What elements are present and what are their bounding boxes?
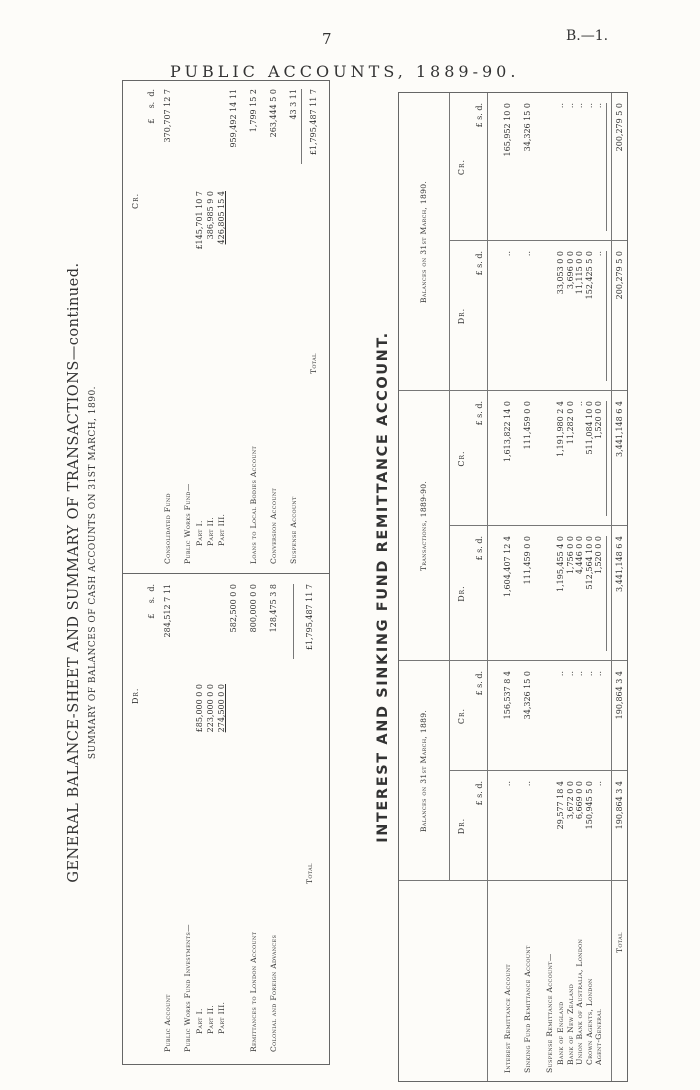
suspense-row-cell: 512,564 10 0 — [584, 536, 594, 590]
suspense-row-cell: .. — [594, 671, 603, 677]
units-label: £ s. d. — [475, 671, 484, 696]
interest-row-cell: 1,613,822 14 0 — [503, 401, 512, 463]
total-rule — [606, 401, 607, 516]
sinking-row-cell: 111,459 0 0 — [523, 401, 532, 450]
suspense-row-label: Bank of New Zealand — [565, 983, 575, 1065]
balance-sheet-panel — [66, 80, 331, 1065]
suspense-value: 43 3 11 — [289, 89, 298, 120]
suspense-row-cell: .. — [565, 103, 575, 109]
cr-header: Cr. — [131, 192, 140, 209]
sinking-row-cell: .. — [523, 781, 532, 787]
suspense-row-label: Crown Agents, London — [584, 978, 594, 1065]
suspense-row-cell: .. — [584, 671, 594, 677]
colonial-value: 128,475 3 8 — [269, 584, 278, 633]
sinking-row-label: Sinking Fund Remittance Account — [523, 945, 532, 1073]
dr-units: £ s. d. — [147, 584, 156, 619]
header-rule — [487, 93, 488, 1081]
sinking-row-cell: 34,326 15 0 — [523, 103, 532, 152]
pwfi-part1-label: Part I. — [195, 1008, 204, 1034]
cr-total-rule — [301, 89, 302, 164]
sinking-row-cell: .. — [523, 251, 532, 257]
col-rule — [399, 390, 627, 391]
total-row-cell: 3,441,148 6 4 — [615, 401, 624, 457]
document-ref: B.—1. — [566, 28, 609, 44]
suspense-row-cell: .. — [584, 103, 594, 109]
suspense-row-cell: 1,195,455 4 0 — [556, 536, 565, 592]
suspense-row-cell: 29,577 18 4 — [556, 781, 565, 830]
header-rule — [449, 93, 450, 881]
subcol-dr-1890: Dr. — [457, 307, 466, 325]
suspense-row-cell: .. — [556, 103, 565, 109]
balance-sheet-subheading: SUMMARY OF BALANCES OF CASH ACCOUNTS ON 31ST MARCH, 1890. — [88, 385, 98, 760]
subcol-dr-trans: Dr. — [457, 585, 466, 602]
suspense-row-cell: 511,084 10 0 — [584, 401, 594, 455]
interest-row-label: Interest Remittance Account — [503, 963, 512, 1073]
remittances-label: Remittances to London Account — [249, 931, 258, 1052]
pwfi-label: Public Works Fund Investments— — [183, 924, 192, 1052]
balance-sheet-heading: GENERAL BALANCE-SHEET AND SUMMARY OF TRANSACTIONS—continued. — [66, 262, 82, 883]
isf-panel — [375, 92, 628, 1082]
suspense-row-cell: 1,520 0 0 — [594, 401, 603, 440]
dr-total-value: £1,795,487 11 7 — [305, 584, 314, 651]
group-balances-1890: Balances on 31st March, 1890. — [419, 180, 428, 304]
total-row-cell: 190,864 3 4 — [615, 671, 624, 720]
pwf-part1-label: Part I. — [195, 520, 204, 546]
units-label: £ s. d. — [475, 401, 484, 426]
public-account-label: Public Account — [163, 994, 172, 1052]
suspense-row-cell: 11,282 0 0 — [565, 401, 575, 445]
public-account-value: 284,512 7 11 — [163, 584, 172, 638]
page-title: PUBLIC ACCOUNTS, 1889-90. — [170, 62, 520, 81]
cr-total-label: Total — [309, 353, 318, 374]
total-divider — [611, 93, 612, 1081]
interest-row-cell: 165,952 10 0 — [503, 103, 512, 157]
col-rule — [399, 660, 627, 661]
suspense-row-cell: 3,672 0 0 — [565, 781, 575, 820]
suspense-row-cell: 3,696 0 0 — [565, 251, 575, 290]
page-number: 7 — [322, 30, 332, 48]
col-rule — [449, 240, 627, 241]
consolidated-value: 370,707 12 7 — [163, 89, 172, 143]
column-divider — [123, 573, 329, 574]
units-label: £ s. d. — [475, 536, 484, 561]
units-label: £ s. d. — [475, 781, 484, 806]
colonial-label: Colonial and Foreign Advances — [269, 934, 278, 1052]
interest-row-cell: .. — [503, 781, 512, 787]
suspense-row-cell: .. — [565, 671, 575, 677]
subcol-cr-trans: Cr. — [457, 450, 466, 467]
pwf-part3-label: Part III. — [217, 513, 226, 546]
total-row-cell: 200,279 5 0 — [615, 103, 624, 152]
isf-table — [398, 92, 628, 1082]
suspense-row-cell: .. — [594, 251, 603, 257]
suspense-label: Suspense Account — [289, 496, 298, 564]
loans-value: 1,799 15 2 — [249, 89, 258, 133]
subcol-dr-1889: Dr. — [457, 817, 466, 835]
dr-total-label: Total — [305, 863, 314, 884]
suspense-row-cell: 33,053 0 0 — [556, 251, 565, 295]
pwfi-part1-value: £85,000 0 0 — [195, 684, 204, 733]
suspense-row-cell: 4,446 0 0 — [575, 536, 584, 575]
remittances-value: 800,000 0 0 — [249, 584, 258, 633]
col-rule — [449, 770, 627, 771]
suspense-row-cell: 6,669 0 0 — [575, 781, 584, 820]
balance-sheet-table — [122, 80, 330, 1065]
pwf-part2-label: Part II. — [206, 517, 215, 546]
loans-label: Loans to Local Bodies Account — [249, 445, 258, 564]
interest-row-cell: 1,604,407 12 4 — [503, 536, 512, 598]
suspense-row-cell: 1,520 0 0 — [594, 536, 603, 575]
suspense-row-cell: .. — [575, 671, 584, 677]
suspense-row-cell: .. — [575, 401, 584, 407]
suspense-row-cell: .. — [594, 103, 603, 109]
total-row-cell: 200,279 5 0 — [615, 251, 624, 300]
suspense-row-cell: 1,191,980 2 4 — [556, 401, 565, 457]
total-rule — [606, 251, 607, 381]
interest-row-cell: 156,537 8 4 — [503, 671, 512, 720]
total-row-label: Total — [615, 932, 624, 953]
units-label: £ s. d. — [475, 251, 484, 276]
col-rule — [449, 525, 627, 526]
cr-total-value: £1,795,487 11 7 — [309, 89, 318, 156]
total-row-cell: 190,864 3 4 — [615, 781, 624, 830]
suspense-row-cell: .. — [556, 671, 565, 677]
pwfi-total-value: 582,500 0 0 — [229, 584, 238, 633]
group-transactions: Transactions, 1889-90. — [419, 480, 428, 572]
pwf-total-value: 959,492 14 11 — [229, 89, 238, 148]
total-rule — [606, 103, 607, 231]
pwfi-part3-value: 274,500 0 0 — [217, 684, 226, 733]
sinking-row-cell: 34,326 15 0 — [523, 671, 532, 720]
conversion-label: Conversion Account — [269, 487, 278, 564]
pwfi-part3-label: Part III. — [217, 1001, 226, 1034]
col-rule — [399, 880, 627, 881]
pwfi-part2-label: Part II. — [206, 1005, 215, 1034]
suspense-row-label: Union Bank of Australia, London — [575, 938, 584, 1065]
suspense-row-cell: .. — [594, 781, 603, 787]
suspense-row-label: Agent-General — [594, 1009, 603, 1065]
pwf-part2-value: 386,985 9 0 — [206, 191, 215, 240]
pwfi-part2-value: 223,000 0 0 — [206, 684, 215, 733]
conversion-value: 263,444 5 0 — [269, 89, 278, 138]
total-rule — [606, 536, 607, 651]
subcol-cr-1889: Cr. — [457, 707, 466, 725]
consolidated-label: Consolidated Fund — [163, 493, 172, 564]
suspense-row-label: Bank of England — [556, 1001, 565, 1065]
dr-total-rule — [293, 584, 294, 659]
pwf-label: Public Works Fund— — [183, 483, 192, 564]
suspense-row-cell: 1,756 0 0 — [565, 536, 575, 575]
group-balances-1889: Balances on 31st March, 1889. — [419, 709, 428, 833]
units-label: £ s. d. — [475, 103, 484, 128]
suspense-heading-label: Suspense Remittance Account— — [545, 953, 554, 1073]
cr-units: £ s. d. — [147, 89, 156, 124]
suspense-row-cell: 152,425 5 0 — [584, 251, 594, 300]
suspense-row-cell: 150,945 5 0 — [584, 781, 594, 830]
dr-header: Dr. — [131, 687, 140, 704]
suspense-row-cell: .. — [575, 103, 584, 109]
isf-title: INTEREST AND SINKING FUND REMITTANCE ACCOUNT. — [375, 331, 391, 843]
suspense-row-cell: 11,115 0 0 — [575, 251, 584, 295]
interest-row-cell: .. — [503, 251, 512, 257]
subcol-cr-1890: Cr. — [457, 158, 466, 176]
sinking-row-cell: 111,459 0 0 — [523, 536, 532, 585]
pwf-part1-value: £145,701 10 7 — [195, 191, 204, 250]
total-row-cell: 3,441,148 6 4 — [615, 536, 624, 592]
pwf-part3-value: 426,805 15 4 — [217, 191, 226, 245]
